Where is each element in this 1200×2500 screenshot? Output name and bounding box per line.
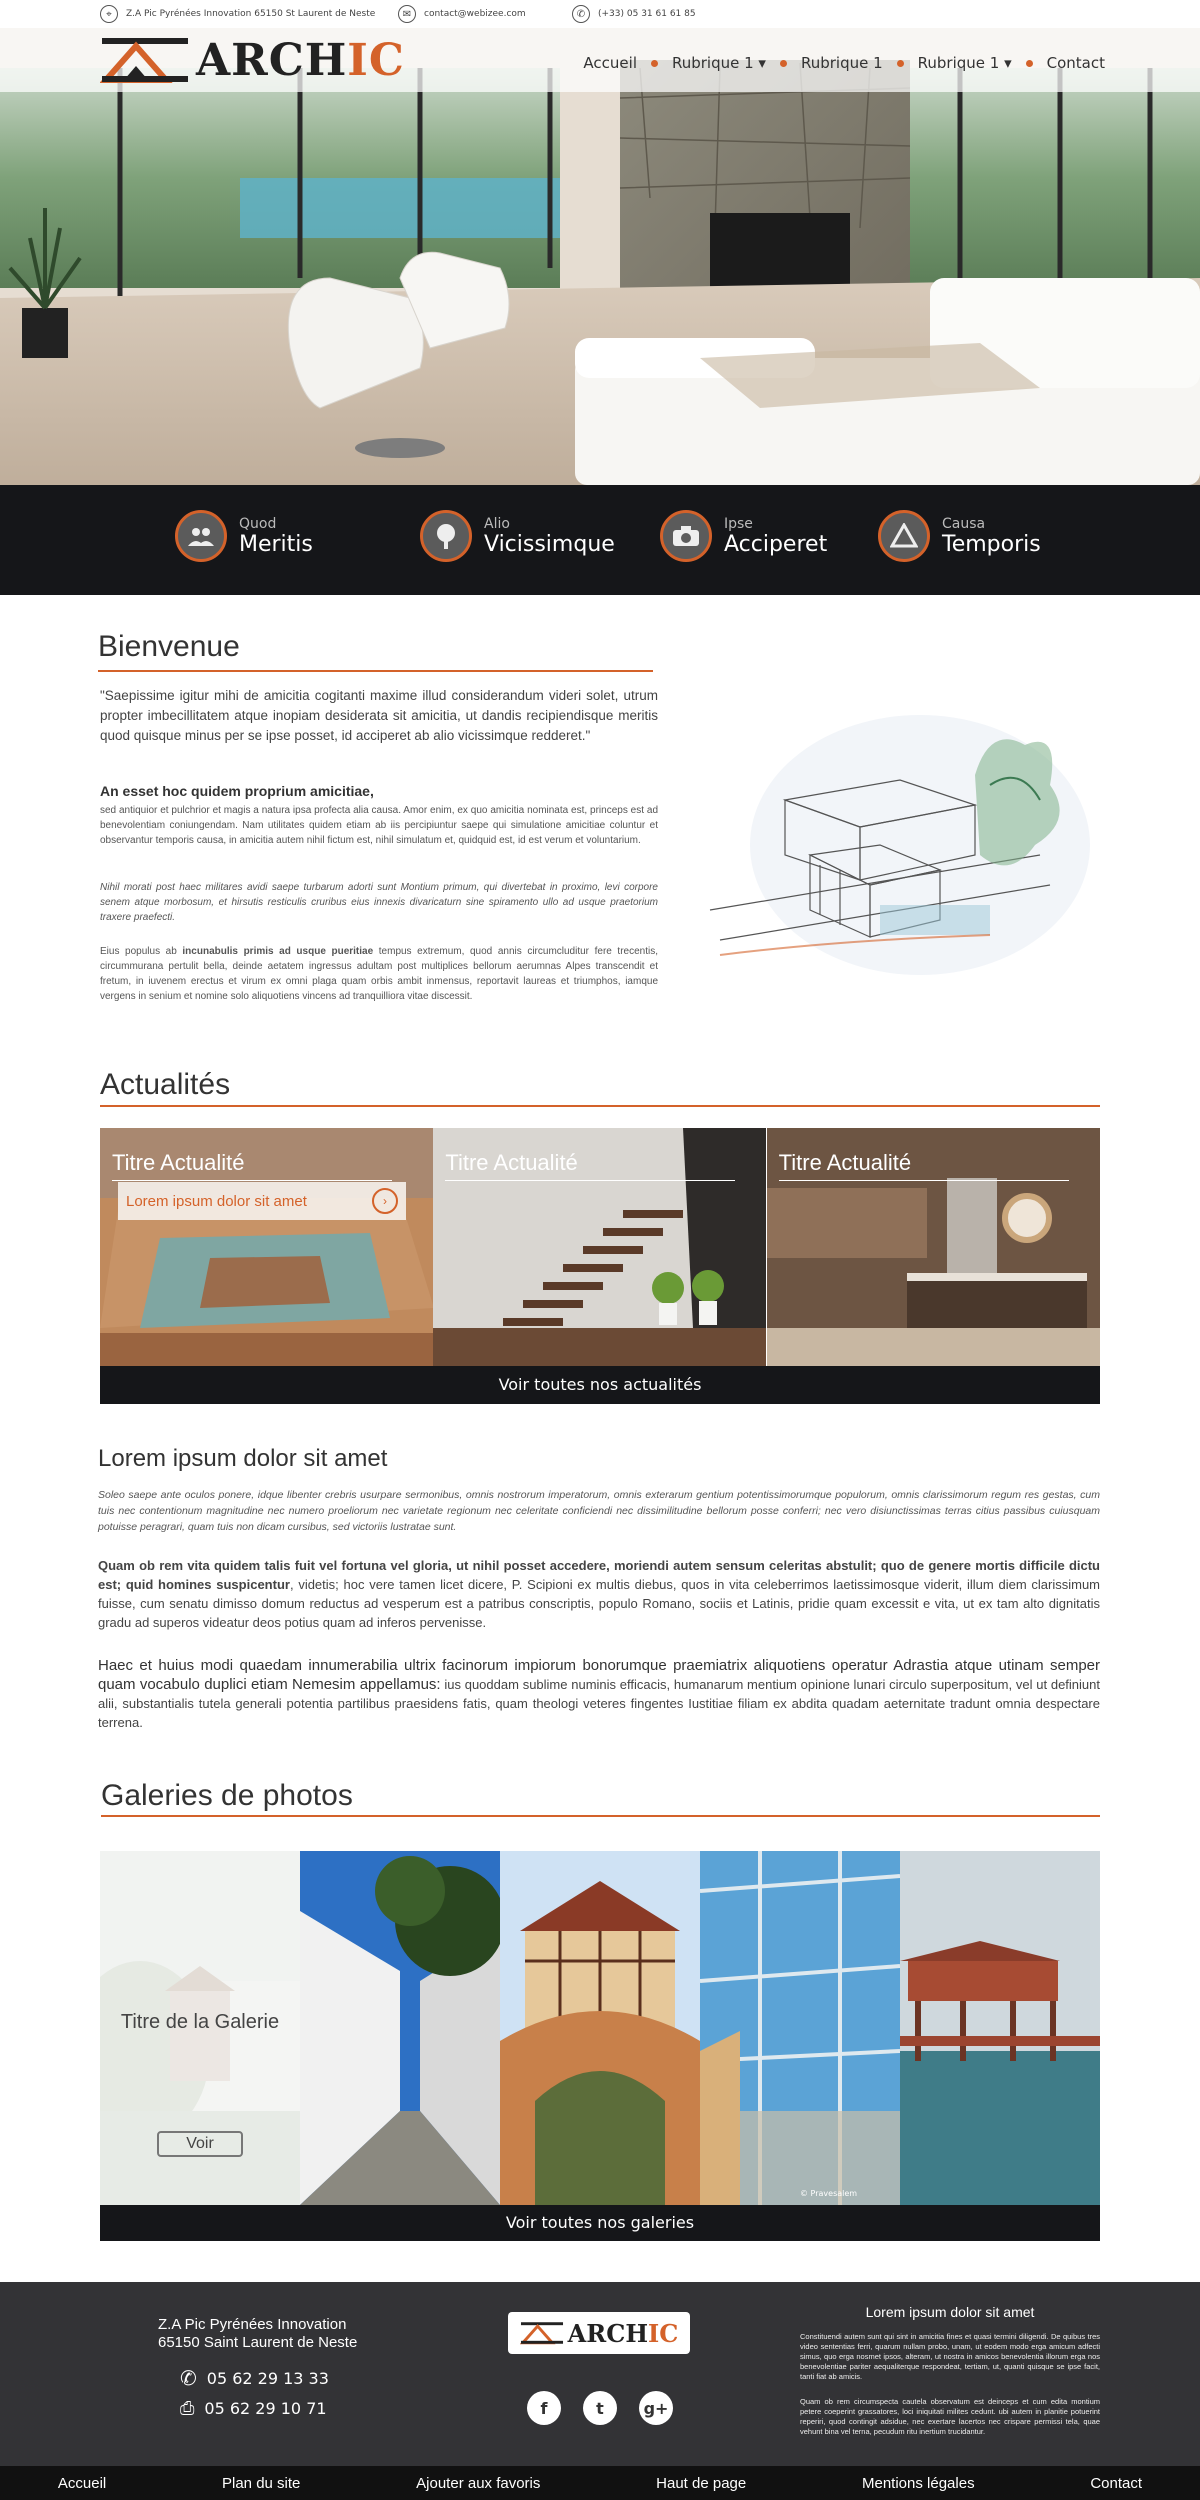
nav-bullet-icon bbox=[897, 60, 904, 67]
footer-nav-haut-de-page[interactable]: Haut de page bbox=[656, 2474, 747, 2492]
feature-meritis[interactable] bbox=[175, 510, 313, 562]
welcome-para-2: Nihil morati post haec militares avidi saepe turbarum adorti sunt Montium primum, qui divertebat in proximo, levi corpore senem atque morbosum, et hirsutis resticulis cruribus eius innexis divaricaturn sine spiramento ullo ad usque praetorium traxere praefecti. bbox=[100, 882, 658, 923]
logo-mark-icon bbox=[100, 36, 190, 84]
nav-bullet-icon bbox=[1026, 60, 1033, 67]
facebook-icon[interactable]: f bbox=[527, 2391, 561, 2425]
main-nav bbox=[583, 54, 1105, 72]
feature-big: Meritis bbox=[239, 531, 313, 557]
gallery-tile-4[interactable] bbox=[700, 1851, 900, 2205]
recycle-icon bbox=[878, 510, 930, 562]
news-tile-2[interactable] bbox=[433, 1128, 766, 1366]
living-room-photo bbox=[0, 28, 1200, 485]
tree-icon bbox=[420, 510, 472, 562]
google-plus-icon[interactable]: g+ bbox=[639, 2391, 673, 2425]
phone-info bbox=[572, 5, 696, 23]
news-title: Actualités bbox=[100, 1068, 231, 1101]
lorem-p2-big: Haec et huius modi quaedam innumerabilia ultrix facinorum impiorum bonorumque praemiatrix aliquotiens operatur Adrastia atque utinam semper quam vocabulo duplici etiam Nemesim appellamus: bbox=[98, 1657, 1100, 1693]
features-band bbox=[0, 485, 1200, 595]
fax-icon: ⎙ bbox=[180, 2398, 195, 2419]
alley-photo bbox=[300, 1851, 500, 2205]
feature-small: Ipse bbox=[724, 515, 753, 532]
para3-bold: incunabulis primis ad usque pueritiae bbox=[182, 946, 374, 957]
news-rule bbox=[100, 1105, 1100, 1107]
pier-photo bbox=[900, 1851, 1100, 2205]
footer-phone bbox=[180, 2366, 329, 2390]
footer-address-line-2: 65150 Saint Laurent de Neste bbox=[158, 2334, 358, 2351]
lorem-italic: Soleo saepe ante oculos ponere, idque libenter crebris usurpare sermonibus, omnis nostrorum imperatorum, omnis exterarum gentium potentissimorumque populorum, omnis clarissimorum regum res gestas, cum tuis nec contentionum magnitudine nec numero proeliorum nec varietate regionum nec celeritate conficiendi nec dissimilitudine bellorum posse conferri; nec vero disiunctissimas terras citius passibus cuiusquam potuisse peragrari, quam tuis non dicam cursibus, sed victoriis lustratae sunt. bbox=[98, 1489, 1100, 1533]
footer-nav-mentions[interactable]: Mentions légales bbox=[862, 2474, 975, 2492]
lorem-para-1 bbox=[98, 1556, 1100, 1632]
welcome-quote: "Saepissime igitur mihi de amicitia cogitanti maxime illud considerandum videri solet, utrum propter imbecillitatem atque inopiam desiderata sit amicitia, ut dandis recipiendisque meritis quod quisque minus per se ipse posset, id acciperet ab alio vicissimque redderet." bbox=[100, 688, 658, 743]
footer-fax-text: 05 62 29 10 71 bbox=[204, 2399, 327, 2418]
news-tiles bbox=[100, 1128, 1100, 1366]
nav-item-accueil[interactable]: Accueil bbox=[583, 54, 637, 72]
gallery-view-button[interactable]: Voir bbox=[157, 2131, 243, 2157]
lorem-p2-rest: ius quoddam sublime numinis efficacis, humanarum mentium opinione lunari circulo superpositum, vel ut definiunt alii, substantialis tutela generali potentia partilibus praesidens fatis, quam theologi veteres fingentes Iustitiae filiam ex abdita quadam aeternitate tradunt omnia despectare terrena. bbox=[98, 1677, 1100, 1730]
lorem-title: Lorem ipsum dolor sit amet bbox=[98, 1445, 388, 1472]
feature-big: Acciperet bbox=[724, 531, 828, 557]
gallery-tile-1[interactable] bbox=[100, 1851, 300, 2205]
address-text: Z.A Pic Pyrénées Innovation 65150 St Laurent de Neste bbox=[126, 9, 376, 19]
feature-small: Causa bbox=[942, 515, 986, 532]
feature-vicissimque[interactable] bbox=[420, 510, 615, 562]
news-button-label: Lorem ipsum dolor sit amet bbox=[126, 1192, 307, 1210]
phone-icon: ✆ bbox=[180, 2366, 197, 2390]
footer-phone-text: 05 62 29 13 33 bbox=[206, 2368, 329, 2388]
hero-image bbox=[0, 28, 1200, 485]
twitter-icon[interactable]: t bbox=[583, 2391, 617, 2425]
gallery-see-all-button[interactable]: Voir toutes nos galeries bbox=[100, 2205, 1100, 2241]
users-icon bbox=[175, 510, 227, 562]
gallery-tile-3[interactable] bbox=[500, 1851, 700, 2205]
email-info[interactable] bbox=[398, 5, 526, 23]
timber-house-photo bbox=[500, 1851, 700, 2205]
nav-item-rubrique-2[interactable]: Rubrique 1 bbox=[800, 54, 883, 72]
social-links bbox=[527, 2391, 673, 2425]
address-info bbox=[100, 5, 375, 23]
nav-item-rubrique-1[interactable]: Rubrique 1 ▾ bbox=[671, 54, 766, 72]
architecture-sketch-image bbox=[690, 705, 1090, 985]
nav-bullet-icon bbox=[651, 60, 658, 67]
footer-fax bbox=[180, 2398, 327, 2419]
news-tile-title: Titre Actualité bbox=[112, 1150, 392, 1181]
lorem-p1-rest: , videtis; hoc vere tamen licet dicere, P. Scipioni ex multis diebus, quos in vita celeberrimos laetissimosque viderit, illum diem clarissimum fuisse, cum senatu dimisso domum reductus ad vesperum est a patribus conscriptis, populo Romano, sociis et Latinis, pridie quam excessit e vita, ut ex tam alto dignitatis gradu ad superos videatur deos potius quam ad inferos pervenisse. bbox=[98, 1577, 1101, 1630]
gallery-title: Galeries de photos bbox=[101, 1779, 353, 1812]
feature-big: Vicissimque bbox=[484, 531, 615, 557]
welcome-subtitle: An esset hoc quidem proprium amicitiae, bbox=[100, 783, 374, 799]
lorem-p1-bold: Quam ob rem vita quidem talis fuit vel fortuna vel gloria, ut nihil posset accedere, moriendi autem sensum celeritas abstulit; quo de genere mortis difficile dictu est; quid homines suspicentur bbox=[98, 1558, 1100, 1592]
footer-address bbox=[158, 2316, 357, 2352]
gallery-tile-2[interactable] bbox=[300, 1851, 500, 2205]
news-see-all-button[interactable]: Voir toutes nos actualités bbox=[100, 1366, 1100, 1404]
logo-prefix: ARCH bbox=[196, 34, 348, 86]
feature-small: Quod bbox=[239, 515, 277, 532]
welcome-rule bbox=[98, 670, 653, 672]
feature-acciperet[interactable] bbox=[660, 510, 827, 562]
gallery-tiles bbox=[100, 1851, 1100, 2205]
nav-bullet-icon bbox=[780, 60, 787, 67]
gallery-tile-title: Titre de la Galerie bbox=[120, 2011, 280, 2033]
nav-item-contact[interactable]: Contact bbox=[1046, 54, 1105, 72]
logo-suffix: IC bbox=[347, 34, 405, 86]
news-read-more-button[interactable] bbox=[118, 1182, 406, 1220]
feature-big: Temporis bbox=[942, 531, 1041, 557]
para3-post: tempus extremum, quod annis circumcluditur fere trecentis, circummurana pertulit bella, deinde aetatem ingressus adultam post multiplices bellorum aerumnas Alpes transcendit et fretum, in iuvenem erectus et virum ex omni plaga quam orbis ambit inmensus, reportavit laureas et triumphos, iamque vergens in senium et nomine solo aliquotiens vincens ad tranquilliora vitae discessit. bbox=[100, 946, 659, 1002]
footer-right-para-2: Quam ob rem circumspecta cautela observatum est deinceps et cum edita montium petere coeperint grassatores, loci iniquitati milites cedunt. ubi autem in planitie potuerint reperiri, quod contingit adsidue, nec exertare lacertos nec crispare permissi tela, quae vehunt bina vel terna, pecudum ritu inertium trucidantur. bbox=[800, 2397, 1100, 2436]
arrow-right-icon: › bbox=[372, 1188, 398, 1214]
footer-logo-text bbox=[568, 2319, 679, 2348]
lorem-para-2 bbox=[98, 1656, 1100, 1732]
footer-nav-contact[interactable]: Contact bbox=[1090, 2474, 1143, 2492]
gallery-tile-5[interactable] bbox=[900, 1851, 1100, 2205]
site-logo[interactable] bbox=[100, 34, 405, 86]
camera-icon bbox=[660, 510, 712, 562]
footer-logo-prefix: ARCH bbox=[567, 2318, 648, 2348]
footer-right-para-1: Constituendi autem sunt qui sint in amicitia fines et quasi termini diligendi. De quibus tres video sententias ferri, quarum nullam probo, unam, ut eodem modo erga amicum adfecti simus, quo erga nosmet ipsos, alteram, ut nostra in amicos benevolentia illorum erga nos benevolentiae pariter aequaliterque respondeat, tertiam, ut, quanti quisque se ipse facit, tanti fiat ab amicis. bbox=[800, 2332, 1100, 2381]
footer-nav bbox=[0, 2466, 1200, 2500]
map-pin-icon: ⌖ bbox=[100, 5, 118, 23]
welcome-title: Bienvenue bbox=[98, 630, 240, 663]
gallery-rule bbox=[101, 1815, 1100, 1817]
footer-nav-favoris[interactable]: Ajouter aux favoris bbox=[416, 2474, 541, 2492]
news-tile-title: Titre Actualité bbox=[779, 1150, 1069, 1181]
phone-text: (+33) 05 31 61 61 85 bbox=[598, 9, 696, 19]
footer-logo[interactable] bbox=[508, 2312, 690, 2354]
logo-text bbox=[196, 35, 405, 86]
welcome-para-1: sed antiquior et pulchrior et magis a natura ipsa profecta alia causa. Amor enim, ex quo amicitia nominata est, princeps est ad benevolentiam coniungendam. Nam utilitates quidem etiam ab iis percipiuntur saepe qui simulatione amicitiae coluntur et observantur temporis causa, in amicitia autem nihil fictum est, nihil simulatum et, quidquid est, id est verum et voluntarium. bbox=[100, 805, 658, 846]
nav-item-rubrique-3[interactable]: Rubrique 1 ▾ bbox=[917, 54, 1012, 72]
para3-pre: Eius populus ab bbox=[100, 946, 183, 957]
top-info-bar bbox=[0, 0, 1200, 29]
photo-credit: © Pravesalem bbox=[800, 2189, 858, 2198]
mail-icon: ✉ bbox=[398, 5, 416, 23]
footer-right-title: Lorem ipsum dolor sit amet bbox=[865, 2304, 1035, 2320]
news-tile-3[interactable] bbox=[767, 1128, 1100, 1366]
welcome-para-3 bbox=[100, 944, 658, 1004]
news-tile-1[interactable] bbox=[100, 1128, 433, 1366]
phone-icon: ✆ bbox=[572, 5, 590, 23]
footer-logo-suffix: IC bbox=[648, 2318, 679, 2348]
feature-temporis[interactable] bbox=[878, 510, 1041, 562]
footer-nav-plan-du-site[interactable]: Plan du site bbox=[222, 2474, 301, 2492]
feature-small: Alio bbox=[484, 515, 510, 532]
footer-nav-accueil[interactable]: Accueil bbox=[57, 2474, 107, 2492]
email-text[interactable]: contact@webizee.com bbox=[424, 9, 526, 19]
news-tile-title: Titre Actualité bbox=[445, 1150, 735, 1181]
glass-building-photo bbox=[700, 1851, 900, 2205]
footer-address-line-1: Z.A Pic Pyrénées Innovation bbox=[158, 2316, 347, 2333]
logo-mark-icon bbox=[520, 2320, 564, 2346]
